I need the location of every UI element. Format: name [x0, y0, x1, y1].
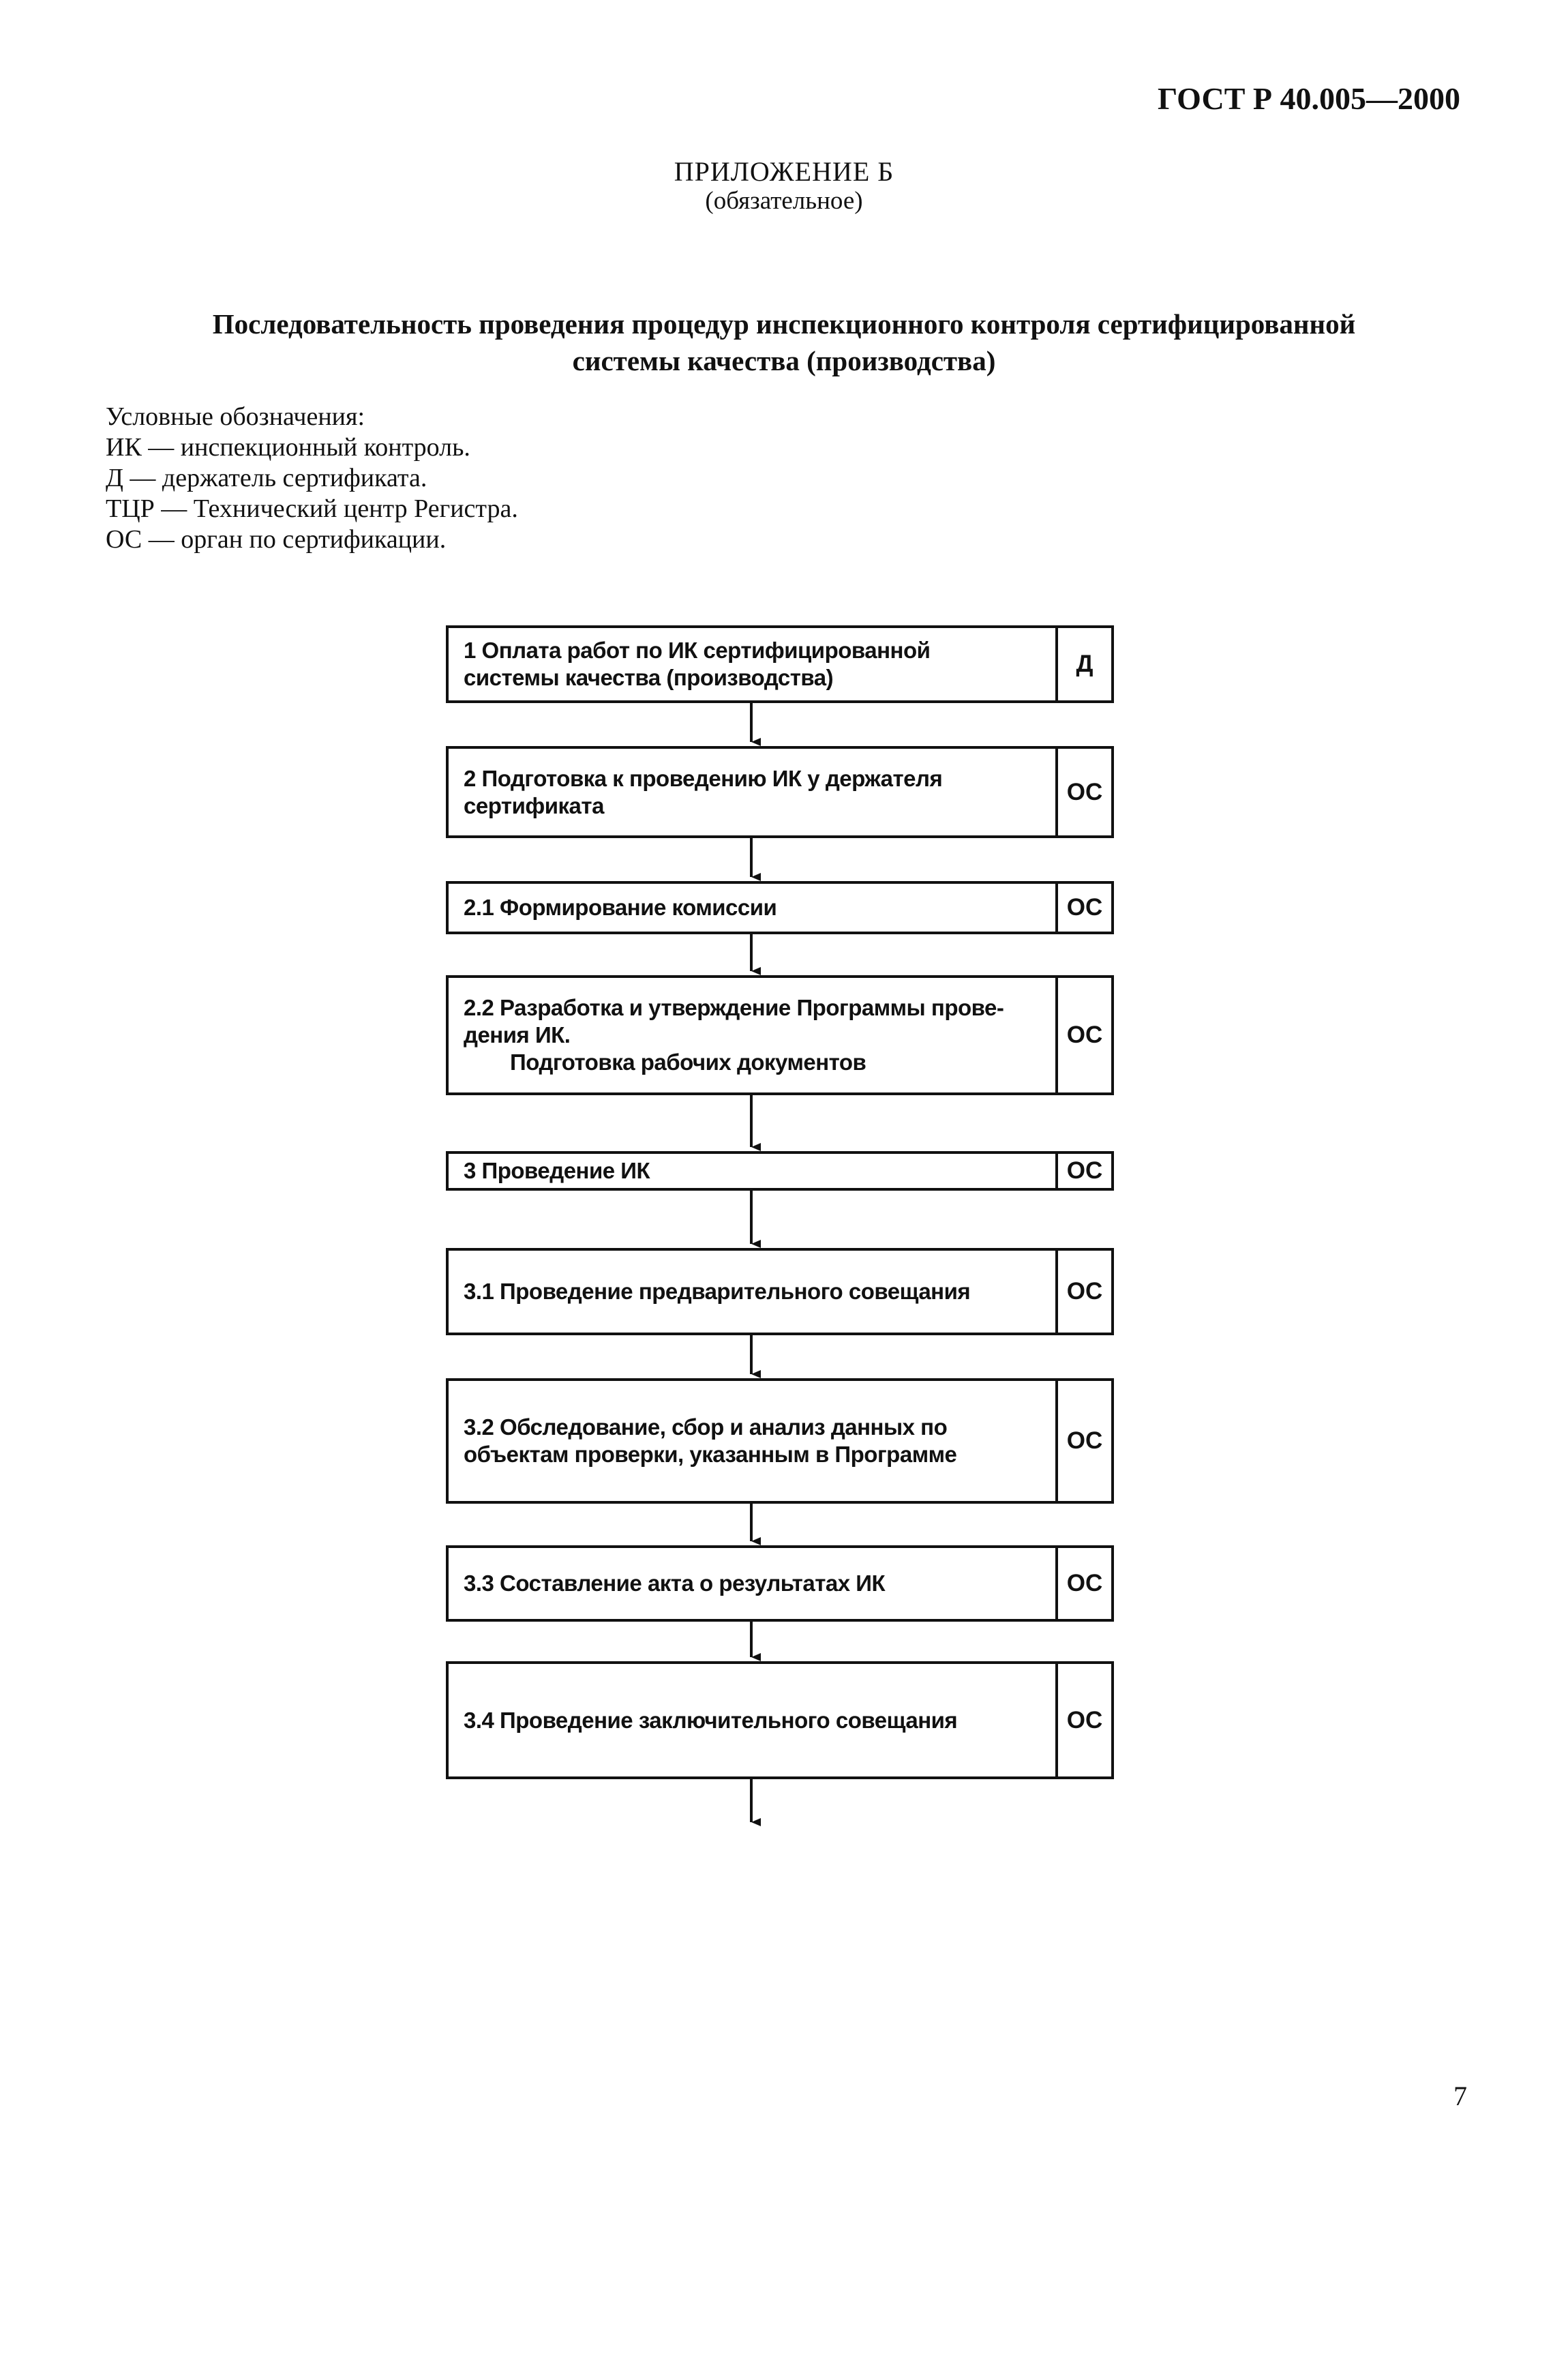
flow-step-3-1	[446, 1248, 1114, 1335]
flow-step-1-line-2: системы качества (производства)	[464, 665, 834, 690]
flow-step-2-owner: ОС	[1055, 749, 1111, 835]
legend-item-d: Д — держатель сертификата.	[106, 464, 427, 492]
flow-step-3-2	[446, 1378, 1114, 1504]
legend-item-tcr: ТЦР — Технический центр Регистра.	[106, 494, 518, 523]
page-title-line-2: системы качества (производства)	[572, 345, 996, 376]
legend-item-os: ОС — орган по сертификации.	[106, 525, 447, 554]
flow-step-3-2-owner: ОС	[1055, 1381, 1111, 1501]
flow-step-3-3	[446, 1545, 1114, 1622]
flow-step-2-2-line-3: Подготовка рабочих документов	[510, 1050, 866, 1075]
legend-heading: Условные обозначения:	[106, 402, 365, 431]
flow-step-2-2-owner: ОС	[1055, 978, 1111, 1092]
flow-step-2-1-line-1: 2.1 Формирование комиссии	[464, 895, 777, 920]
flow-step-2-1	[446, 881, 1114, 934]
flow-step-3-4	[446, 1661, 1114, 1779]
flow-step-3-owner: ОС	[1055, 1154, 1111, 1188]
flow-step-2-2-line-1: 2.2 Разработка и утверждение Программы прове-	[464, 995, 1004, 1020]
flow-step-1-line-1: 1 Оплата работ по ИК сертифицированной	[464, 638, 931, 663]
flow-step-3-1-line-1: 3.1 Проведение предварительного совещания	[464, 1279, 971, 1304]
page-title-line-1: Последовательность проведения процедур инспекционного контроля сертифицированной	[212, 308, 1356, 340]
flow-step-2-2	[446, 975, 1114, 1095]
flow-step-3-3-line-1: 3.3 Составление акта о результатах ИК	[464, 1571, 886, 1596]
flow-step-2	[446, 746, 1114, 838]
appendix-title: ПРИЛОЖЕНИЕ Б	[674, 156, 894, 187]
flow-step-2-line-2: сертификата	[464, 792, 604, 818]
flow-step-1	[446, 625, 1114, 703]
flow-step-3-4-owner: ОС	[1055, 1664, 1111, 1776]
flow-step-3-1-owner: ОС	[1055, 1251, 1111, 1333]
appendix-note: (обязательное)	[705, 187, 863, 215]
flow-step-1-owner: Д	[1055, 628, 1111, 700]
legend-item-ik: ИК — инспекционный контроль.	[106, 433, 470, 462]
flow-step-3-2-line-2: объектам проверки, указанным в Программе	[464, 1442, 957, 1467]
page-number: 7	[1453, 2081, 1467, 2111]
flow-step-2-1-owner: ОС	[1055, 884, 1111, 932]
flow-step-3-2-line-1: 3.2 Обследование, сбор и анализ данных по	[464, 1414, 948, 1440]
flow-step-3	[446, 1151, 1114, 1191]
document-code: ГОСТ Р 40.005—2000	[1158, 81, 1460, 116]
flow-step-2-line-1: 2 Подготовка к проведению ИК у держателя	[464, 765, 943, 791]
flow-step-3-3-owner: ОС	[1055, 1548, 1111, 1619]
flow-step-3-line-1: 3 Проведение ИК	[464, 1158, 650, 1183]
flow-step-2-2-line-2: дения ИК.	[464, 1022, 571, 1047]
flow-step-3-4-line-1: 3.4 Проведение заключительного совещания	[464, 1707, 958, 1733]
